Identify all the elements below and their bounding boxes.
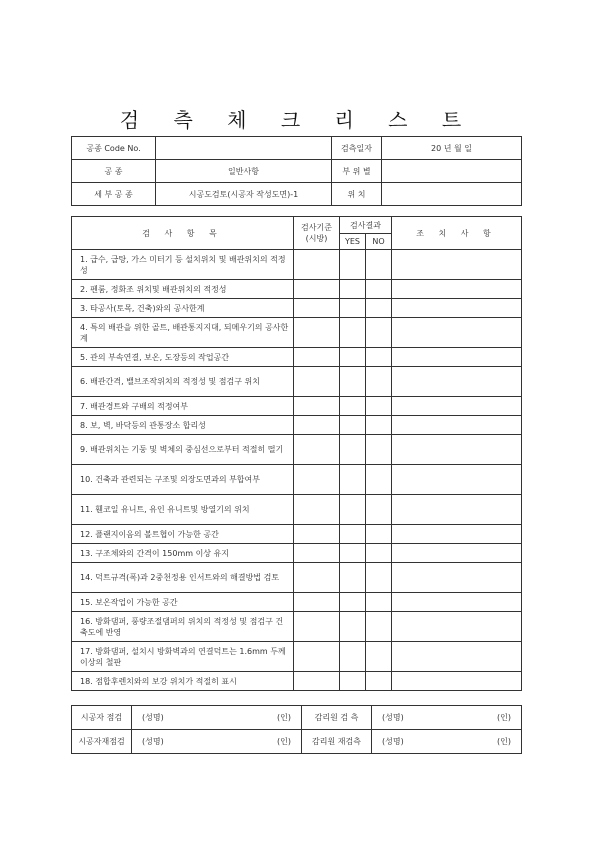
col-result-header: 검사결과 <box>340 217 392 234</box>
checklist-item: 10. 건축과 관련되는 구조및 의장도면과의 부합여부 <box>72 465 294 495</box>
checklist-row <box>72 563 522 593</box>
criteria-cell[interactable] <box>294 280 340 299</box>
no-cell[interactable] <box>366 435 392 465</box>
action-cell[interactable] <box>392 465 522 495</box>
no-cell[interactable] <box>366 544 392 563</box>
no-cell[interactable] <box>366 299 392 318</box>
col-criteria-header: 검사기준 (시방) <box>294 217 340 250</box>
checklist-row <box>72 525 522 544</box>
no-cell[interactable] <box>366 397 392 416</box>
no-cell[interactable] <box>366 525 392 544</box>
sign-text: (성명) <box>382 737 404 746</box>
checklist-row <box>72 397 522 416</box>
contractor-re-label: 시공자재점검 <box>72 730 132 754</box>
seal-text: (인) <box>497 737 511 746</box>
checklist-row <box>72 367 522 397</box>
action-cell[interactable] <box>392 563 522 593</box>
checklist-row <box>72 672 522 691</box>
checklist-table <box>71 216 522 691</box>
action-cell[interactable] <box>392 435 522 465</box>
no-cell[interactable] <box>366 672 392 691</box>
supervisor-re-sign-field[interactable] <box>372 730 522 754</box>
sign-text: (성명) <box>142 737 164 746</box>
checklist-item: 4. 특의 배관을 위한 골트, 배관통지지대, 되메우기의 공사한계 <box>72 318 294 348</box>
checklist-item: 16. 방화댐퍼, 풍량조절댐퍼의 위치의 적정성 및 점검구 건축도에 반영 <box>72 612 294 642</box>
criteria-cell[interactable] <box>294 367 340 397</box>
checklist-row <box>72 465 522 495</box>
seal-text: (인) <box>497 713 511 722</box>
checklist-row <box>72 495 522 525</box>
col-no-header: NO <box>366 234 392 250</box>
criteria-cell[interactable] <box>294 525 340 544</box>
yes-cell[interactable] <box>340 612 366 642</box>
date-value[interactable]: 20 년 월 일 <box>382 137 522 160</box>
action-cell[interactable] <box>392 367 522 397</box>
code-value[interactable] <box>156 137 332 160</box>
yes-cell[interactable] <box>340 280 366 299</box>
yes-cell[interactable] <box>340 495 366 525</box>
page-title: 검 측 체 크 리 스 트 <box>119 108 476 132</box>
checklist-item: 14. 덕트규격(폭)과 2중천정용 인서트와의 해결방법 검토 <box>72 563 294 593</box>
criteria-cell[interactable] <box>294 672 340 691</box>
checklist-item: 6. 배관간격, 밸브조작위치의 적정성 및 점검구 위치 <box>72 367 294 397</box>
criteria-cell[interactable] <box>294 250 340 280</box>
yes-cell[interactable] <box>340 299 366 318</box>
criteria-cell[interactable] <box>294 397 340 416</box>
checklist-item: 15. 보온작업이 가능한 공간 <box>72 593 294 612</box>
checklist-row <box>72 299 522 318</box>
no-cell[interactable] <box>366 250 392 280</box>
code-label: 공종 Code No. <box>72 137 156 160</box>
yes-cell[interactable] <box>340 563 366 593</box>
action-cell[interactable] <box>392 525 522 544</box>
checklist-row <box>72 435 522 465</box>
seal-text: (인) <box>277 713 291 722</box>
action-cell[interactable] <box>392 280 522 299</box>
checklist-item: 1. 급수, 급탕, 가스 미터기 등 설치위치 및 배관위치의 적정성 <box>72 250 294 280</box>
checklist-item: 3. 타공사(토목, 건축)와의 공사한계 <box>72 299 294 318</box>
criteria-cell[interactable] <box>294 348 340 367</box>
action-cell[interactable] <box>392 299 522 318</box>
trade-value[interactable]: 일반사항 <box>156 160 332 183</box>
yes-cell[interactable] <box>340 544 366 563</box>
criteria-cell[interactable] <box>294 318 340 348</box>
checklist-row <box>72 612 522 642</box>
yes-cell[interactable] <box>340 348 366 367</box>
action-cell[interactable] <box>392 672 522 691</box>
checklist-item: 11. 휀코일 유니트, 유인 유니트및 방열기의 위치 <box>72 495 294 525</box>
action-cell[interactable] <box>392 593 522 612</box>
sign-text: (성명) <box>382 713 404 722</box>
header-table <box>71 136 522 206</box>
no-cell[interactable] <box>366 642 392 672</box>
checklist-item: 18. 점합후렌치와의 보강 위치가 적절히 표시 <box>72 672 294 691</box>
contractor-re-sign-field[interactable] <box>132 730 302 754</box>
checklist-row <box>72 416 522 435</box>
action-cell[interactable] <box>392 318 522 348</box>
criteria-cell[interactable] <box>294 544 340 563</box>
checklist-item: 2. 펜룸, 정화조 위치및 배관위치의 적정성 <box>72 280 294 299</box>
sign-text: (성명) <box>142 713 164 722</box>
no-cell[interactable] <box>366 416 392 435</box>
subtrade-value[interactable]: 시공도검토(시공자 작성도면)-1 <box>156 183 332 206</box>
checklist-item: 7. 배관경트와 구배의 적정여부 <box>72 397 294 416</box>
signature-table <box>71 705 522 754</box>
checklist-row <box>72 544 522 563</box>
yes-cell[interactable] <box>340 672 366 691</box>
checklist-item: 17. 방화댐퍼, 설치시 방화벽과의 연결덕트는 1.6mm 두께이상의 철판 <box>72 642 294 672</box>
seal-text: (인) <box>277 737 291 746</box>
part-label: 부 위 별 <box>332 160 382 183</box>
yes-cell[interactable] <box>340 593 366 612</box>
no-cell[interactable] <box>366 318 392 348</box>
location-value[interactable] <box>382 183 522 206</box>
criteria-cell[interactable] <box>294 299 340 318</box>
checklist-row <box>72 280 522 299</box>
checklist-row <box>72 642 522 672</box>
location-label: 위 치 <box>332 183 382 206</box>
no-cell[interactable] <box>366 465 392 495</box>
yes-cell[interactable] <box>340 397 366 416</box>
criteria-cell[interactable] <box>294 612 340 642</box>
action-cell[interactable] <box>392 495 522 525</box>
contractor-label: 시공자 점검 <box>72 706 132 730</box>
no-cell[interactable] <box>366 348 392 367</box>
criteria-cell[interactable] <box>294 465 340 495</box>
yes-cell[interactable] <box>340 318 366 348</box>
yes-cell[interactable] <box>340 465 366 495</box>
action-cell[interactable] <box>392 642 522 672</box>
subtrade-label: 세 부 공 종 <box>72 183 156 206</box>
supervisor-label: 감리원 검 측 <box>302 706 372 730</box>
action-cell[interactable] <box>392 250 522 280</box>
no-cell[interactable] <box>366 280 392 299</box>
supervisor-sign-field[interactable] <box>372 706 522 730</box>
no-cell[interactable] <box>366 593 392 612</box>
criteria-cell[interactable] <box>294 593 340 612</box>
col-action-header: 조 치 사 항 <box>392 217 522 250</box>
action-cell[interactable] <box>392 416 522 435</box>
contractor-sign-field[interactable] <box>132 706 302 730</box>
action-cell[interactable] <box>392 612 522 642</box>
checklist-item: 9. 배관위치는 기둥 및 벽체의 중심선으로부터 적절히 떨기 <box>72 435 294 465</box>
checklist-row <box>72 593 522 612</box>
yes-cell[interactable] <box>340 435 366 465</box>
checklist-item: 13. 구조체와의 간격이 150mm 이상 유지 <box>72 544 294 563</box>
action-cell[interactable] <box>392 397 522 416</box>
supervisor-re-label: 감리원 재검측 <box>302 730 372 754</box>
criteria-cell[interactable] <box>294 495 340 525</box>
yes-cell[interactable] <box>340 250 366 280</box>
yes-cell[interactable] <box>340 367 366 397</box>
no-cell[interactable] <box>366 367 392 397</box>
criteria-cell[interactable] <box>294 416 340 435</box>
no-cell[interactable] <box>366 495 392 525</box>
yes-cell[interactable] <box>340 416 366 435</box>
col-yes-header: YES <box>340 234 366 250</box>
no-cell[interactable] <box>366 612 392 642</box>
yes-cell[interactable] <box>340 525 366 544</box>
criteria-cell[interactable] <box>294 563 340 593</box>
criteria-cell[interactable] <box>294 642 340 672</box>
no-cell[interactable] <box>366 563 392 593</box>
checklist-item: 12. 플랜지이음의 볼트협이 가능한 공간 <box>72 525 294 544</box>
col-item-header: 검 사 항 목 <box>72 217 294 250</box>
part-value[interactable] <box>382 160 522 183</box>
action-cell[interactable] <box>392 348 522 367</box>
checklist-row <box>72 250 522 280</box>
yes-cell[interactable] <box>340 642 366 672</box>
trade-label: 공 종 <box>72 160 156 183</box>
checklist-item: 8. 보, 벽, 바닥등의 관통장소 합리성 <box>72 416 294 435</box>
checklist-item: 5. 관의 부속연결, 보온, 도장등의 작업공간 <box>72 348 294 367</box>
date-label: 검측일자 <box>332 137 382 160</box>
action-cell[interactable] <box>392 544 522 563</box>
checklist-row <box>72 348 522 367</box>
checklist-row <box>72 318 522 348</box>
criteria-cell[interactable] <box>294 435 340 465</box>
